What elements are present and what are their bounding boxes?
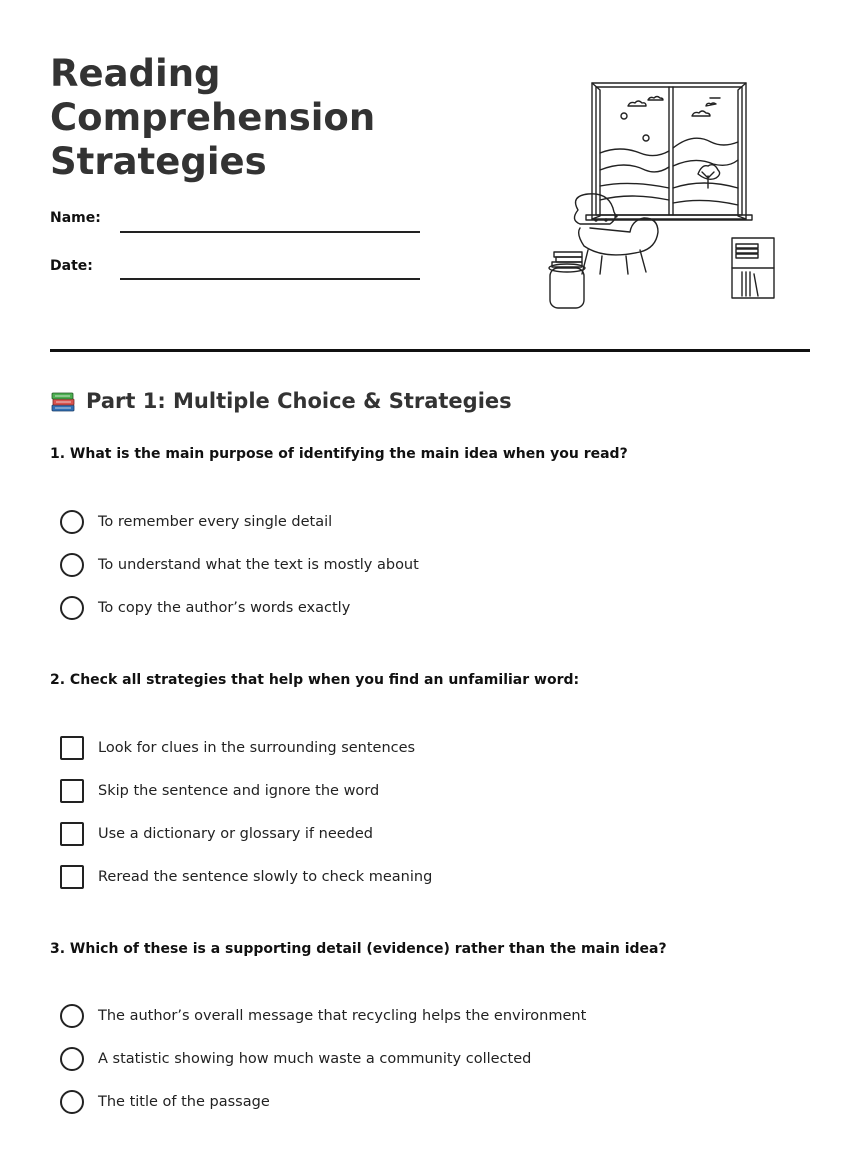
books-icon (50, 388, 76, 414)
checkbox[interactable] (60, 865, 84, 889)
radio-button[interactable] (60, 1004, 84, 1028)
q2-option-2[interactable] (60, 778, 379, 804)
name-label: Name: (50, 210, 101, 226)
radio-button[interactable] (60, 596, 84, 620)
option-label: Reread the sentence slowly to check meaning (98, 869, 433, 885)
title-line-2: Comprehension (50, 96, 376, 139)
q1-option-2[interactable] (60, 552, 419, 578)
option-label: To remember every single detail (98, 514, 333, 530)
option-label: The title of the passage (98, 1094, 270, 1110)
question-3: 3. Which of these is a supporting detail (evidence) rather than the main idea? (50, 941, 667, 957)
option-label: Use a dictionary or glossary if needed (98, 826, 374, 842)
checkbox[interactable] (60, 822, 84, 846)
checkbox[interactable] (60, 736, 84, 760)
header-divider (50, 349, 810, 352)
q2-option-4[interactable] (60, 864, 432, 890)
section-title-text: Part 1: Multiple Choice & Strategies (86, 389, 512, 413)
date-label: Date: (50, 258, 93, 274)
name-field[interactable] (120, 231, 420, 233)
radio-button[interactable] (60, 553, 84, 577)
q3-option-1[interactable] (60, 1003, 586, 1029)
option-label: To understand what the text is mostly about (98, 557, 419, 573)
question-1: 1. What is the main purpose of identifying the main idea when you read? (50, 446, 628, 462)
q3-option-2[interactable] (60, 1046, 531, 1072)
section-title (50, 388, 512, 414)
radio-button[interactable] (60, 1047, 84, 1071)
q1-option-1[interactable] (60, 509, 332, 535)
radio-button[interactable] (60, 1090, 84, 1114)
date-field[interactable] (120, 278, 420, 280)
worksheet-title (50, 52, 410, 184)
option-label: A statistic showing how much waste a community collected (98, 1051, 532, 1067)
radio-button[interactable] (60, 510, 84, 534)
q3-option-3[interactable] (60, 1089, 270, 1115)
title-line-3: Strategies (50, 140, 267, 183)
option-label: The author’s overall message that recycling helps the environment (98, 1008, 587, 1024)
question-2: 2. Check all strategies that help when you find an unfamiliar word: (50, 672, 580, 688)
checkbox[interactable] (60, 779, 84, 803)
option-label: Skip the sentence and ignore the word (98, 783, 380, 799)
q1-option-3[interactable] (60, 595, 350, 621)
option-label: To copy the author’s words exactly (98, 600, 351, 616)
title-line-1: Reading (50, 52, 221, 95)
reading-nook-illustration (540, 78, 780, 314)
q2-option-3[interactable] (60, 821, 373, 847)
option-label: Look for clues in the surrounding sentences (98, 740, 416, 756)
q2-option-1[interactable] (60, 735, 415, 761)
